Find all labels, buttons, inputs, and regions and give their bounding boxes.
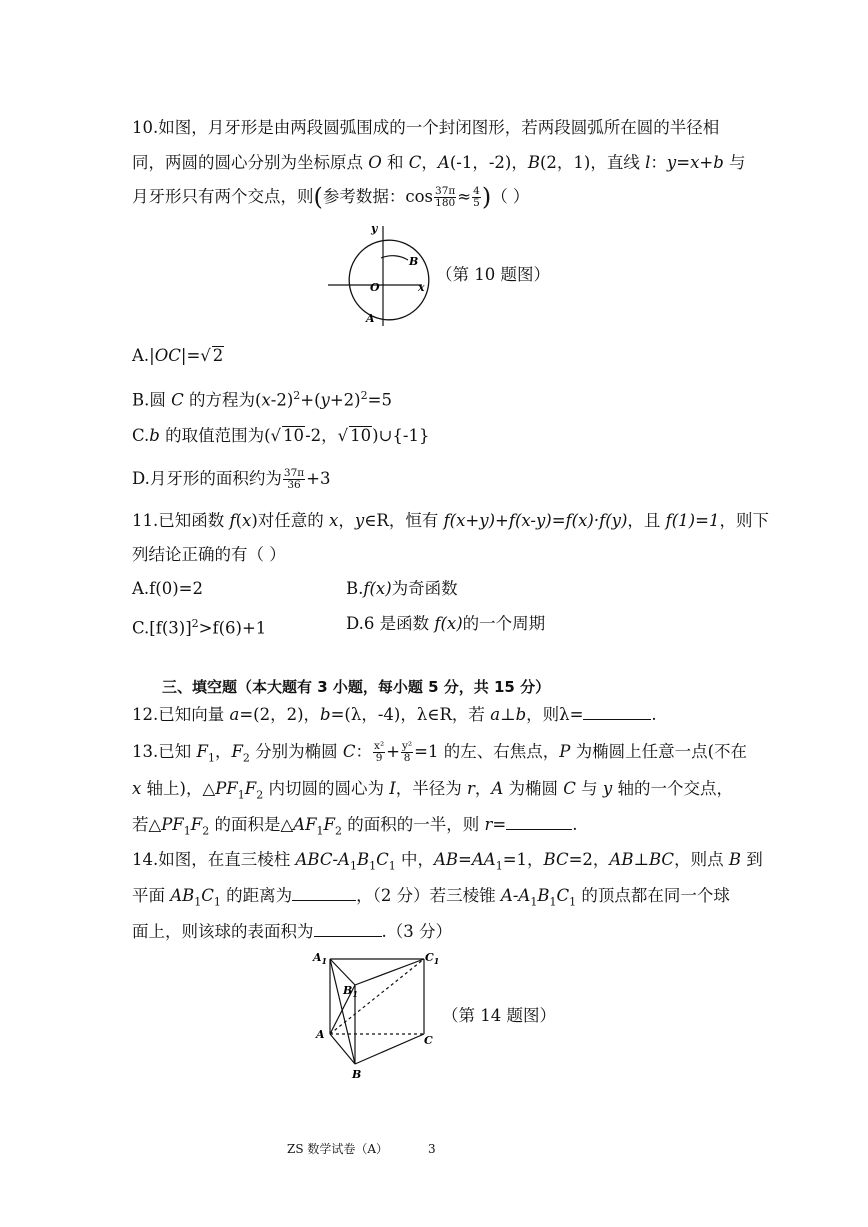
q10-colon: ： [650, 153, 667, 172]
q12-answer-blank[interactable] [583, 703, 651, 720]
q13-l1-f: 为椭圆上任意一点(不在 [570, 742, 748, 761]
q10-option-c [132, 425, 430, 447]
q13-F2: F [231, 742, 243, 761]
q13-f2-num: y² [402, 740, 413, 752]
q10-ref-val-frac [472, 186, 481, 209]
q14-pyr-sub2: 1 [549, 895, 557, 909]
q12-post: ，则λ= [526, 705, 584, 724]
q13-frac1 [373, 741, 385, 764]
q14-label-A1-sub: 1 [321, 956, 328, 966]
q12-pre: 12.已知向量 [132, 705, 230, 724]
q14-l2-b: 的距离为 [220, 886, 293, 905]
q13-l3-F2: F [323, 815, 335, 834]
q10-optB-m1: -2) [270, 390, 294, 410]
q10-optC-mid: 的取值范围为( [159, 426, 271, 445]
q10-fig-A: A [366, 312, 375, 325]
q13-sub2: 2 [242, 751, 250, 765]
q13-l3-sub2: 2 [202, 824, 210, 838]
q11-text-2: 列结论正确的有（ ） [132, 545, 286, 564]
q13-l2-C: C [563, 779, 576, 798]
q11-expr: f(x+y)+f(x-y)=f(x)·f(y) [443, 511, 628, 530]
q11-optC-end: >f(6)+1 [198, 618, 267, 638]
q11-optD-a: D.6 是函数 [346, 614, 435, 633]
q10-optC-b: b [149, 426, 160, 445]
q10-eq-plus: + [699, 153, 714, 172]
q10-optB-pre: B.圆 [132, 390, 172, 410]
q10-ref-den: 180 [435, 197, 456, 209]
q13-l2-y: y [602, 779, 613, 798]
q14-l1-a: 14.如图，在直三棱柱 [132, 850, 296, 869]
q12-line [132, 703, 657, 726]
q10-B: B [527, 153, 540, 172]
q13-l3-sub1: 1 [183, 824, 191, 838]
q10-ref-frac [434, 186, 456, 209]
q14-label-B1-main: B [343, 984, 353, 997]
q13-l1-d: ： [355, 742, 373, 761]
q14-plane-C: C [201, 886, 214, 905]
q10-text-2a: 同，两圆的圆心分别为坐标原点 [132, 153, 369, 172]
q14-eq1: = [458, 850, 472, 869]
q14-l1-e: ，则点 [674, 850, 729, 869]
q10-optA-post: |= [180, 346, 201, 365]
q13-l2-A: A [491, 779, 504, 798]
q13-l3-r: r [484, 815, 493, 834]
q12-a2: a [490, 705, 501, 724]
q11-text-1e: ，且 [627, 511, 666, 530]
q10-text-1: 10.如图，月牙形是由两段圆弧围成的一个封闭图形，若两段圆弧所在圆的半径相 [132, 118, 720, 137]
q14-pyr: A-A [500, 886, 531, 905]
q10-optB-sq1: 2 [293, 389, 301, 402]
q12-b: b [320, 705, 331, 724]
q10-optB-end: =5 [367, 390, 392, 410]
q10-arc-right [381, 256, 408, 260]
q13-l3-PF: PF [161, 815, 184, 834]
q10-optB-m2: +( [300, 390, 321, 410]
q10-optA-sqrt-sign: √ [200, 346, 211, 365]
q10-approx: ≈ [457, 187, 472, 206]
q14-label-A: A [316, 1028, 325, 1041]
q13-l2-c: ，半径为 [395, 779, 467, 798]
q11-option-d [346, 613, 545, 635]
q14-pyr-sub1: 1 [530, 895, 538, 909]
q14-AB: AB [433, 850, 459, 869]
q13-l3-c: 的面积的一半，则 [341, 815, 485, 834]
q14-l2-d: 的顶点都在同一个球 [576, 886, 730, 905]
q10-A-coord: (-1，-2)， [449, 153, 528, 172]
q10-and: 和 [381, 153, 409, 172]
q13-plus: + [386, 742, 400, 761]
q10-line-2 [132, 152, 746, 174]
q14-edge-A1B1 [330, 959, 355, 985]
q11-text-1f: ，则下 [719, 511, 769, 530]
q14-prism-B: B [356, 850, 370, 869]
q13-f2-den: 8 [403, 752, 411, 764]
q14-plane-sub1: 1 [194, 895, 202, 909]
q13-l3-d: = [492, 815, 507, 834]
q13-line-2 [132, 778, 733, 806]
q14-BC: BC [543, 850, 569, 869]
q13-C: C [342, 742, 356, 761]
q10-text-2end: 与 [723, 153, 746, 172]
q12-b-val: =(λ，-4)，λ∈R，若 [330, 705, 491, 724]
q13-l2-f: 与 [575, 779, 603, 798]
q13-l3-sub2b: 2 [334, 824, 342, 838]
q10-optD-den: 36 [287, 479, 301, 491]
q14-prism-sub3: 1 [388, 859, 396, 873]
q10-optC-sqrt2-sign: √ [337, 426, 349, 445]
q13-line-3 [132, 813, 577, 842]
q10-O: O [368, 153, 382, 172]
q11-option-a [132, 578, 203, 600]
q14-BC2: BC [649, 850, 675, 869]
q10-eq-b: b [713, 153, 724, 172]
q10-optD-end: +3 [306, 469, 331, 488]
q14-l3-b: .（3 分） [381, 922, 452, 941]
q14-l1-d: =2， [568, 850, 610, 869]
q13-l1-c: 分别为椭圆 [249, 742, 343, 761]
q10-B-coord: (2，1)，直线 [540, 153, 646, 172]
q14-edge-BC [355, 1034, 424, 1064]
q14-edge-B1C1 [355, 959, 424, 985]
q10-option-a [132, 345, 224, 367]
q13-l2-r: r [466, 779, 475, 798]
q13-l1-a: 13.已知 [132, 742, 197, 761]
q14-l2-a: 平面 [132, 886, 171, 905]
q10-eq-mid: = [676, 153, 691, 172]
q13-P: P [559, 742, 571, 761]
q10-eq-y: y [666, 153, 677, 172]
q14-label-C1 [425, 951, 439, 966]
q10-fig-B: B [409, 255, 419, 268]
q11-optA: A.f(0)=2 [132, 579, 203, 598]
q10-text-3a: 月牙形只有两个交点，则 [132, 187, 314, 206]
q10-big-paren-open: ( [313, 183, 323, 211]
q14-AA1-sub: 1 [495, 859, 503, 873]
q13-l2-d: ， [474, 779, 492, 798]
q13-l2-x: x [132, 779, 142, 798]
footer-page: 3 [428, 1142, 436, 1156]
q11-optD-f: f(x) [434, 614, 463, 633]
q10-line-1 [132, 117, 719, 139]
q10-optC-m2: -2， [305, 426, 338, 445]
q11-text-1b: 对任意的 [257, 511, 330, 530]
q10-arc-outer [349, 240, 406, 316]
q13-f1-num: x² [374, 740, 385, 752]
q10-l: l [645, 153, 651, 172]
q10-option-b [132, 385, 392, 412]
q13-l2-I: I [389, 779, 396, 798]
q10-optB-x: x [261, 390, 271, 410]
q14-l1-b: 中， [395, 850, 434, 869]
q11-x2: x [329, 511, 339, 530]
q14-perp: ⊥ [633, 850, 649, 869]
q13-l1-b: ， [214, 742, 232, 761]
q13-line-1 [132, 741, 747, 769]
q10-optB-C: C [171, 390, 184, 410]
q10-optC-r2: 10 [350, 426, 372, 445]
q10-ref-val-den: 5 [473, 197, 480, 209]
q10-option-d [132, 468, 330, 491]
q13-l1-e: =1 的左、右焦点， [414, 742, 560, 761]
q10-optD-frac [283, 468, 305, 491]
q11-line-2 [132, 544, 286, 566]
q14-prism-sub2: 1 [369, 859, 377, 873]
q11-optB-a: B. [346, 579, 364, 598]
q11-text-1d: ∈R，恒有 [364, 511, 444, 530]
q14-label-C: C [424, 1034, 433, 1047]
q13-l3-AF: AF [293, 815, 317, 834]
q13-l2-PF: PF [215, 779, 238, 798]
q10-caption-text: （第 10 题图） [436, 265, 550, 284]
q10-figure-caption [436, 264, 550, 286]
q11-option-c [132, 613, 266, 640]
q11-x: x [242, 511, 252, 530]
q14-l1-f: 到 [740, 850, 763, 869]
q11-optC-sup: 2 [191, 617, 199, 630]
q13-l3-end: . [572, 815, 578, 834]
q13-l3-a: 若△ [132, 815, 162, 834]
q14-pyr-B: B [537, 886, 550, 905]
q12-a: a [229, 705, 240, 724]
q13-l2-g: 轴的一个交点， [612, 779, 733, 798]
q10-eq-x: x [690, 153, 700, 172]
q14-pyr-C: C [556, 886, 570, 905]
q13-l2-b: 内切圆的圆心为 [263, 779, 390, 798]
q11-optD-b: 的一个周期 [462, 614, 546, 633]
q11-optC: C.[f(3)] [132, 618, 192, 638]
q13-l3-b: 的面积是△ [209, 815, 294, 834]
q14-line-3 [132, 920, 452, 943]
q10-optA-pre: A.| [132, 346, 155, 365]
q10-optB-y: y [320, 390, 330, 410]
q10-optC-sqrt1-sign: √ [270, 426, 282, 445]
q14-prism: ABC-A [295, 850, 350, 869]
q11-text-1a: 11.已知函数 [132, 511, 230, 530]
q10-optD-num: 37π [283, 467, 305, 479]
q10-optD-pre: D.月牙形的面积约为 [132, 469, 282, 488]
q14-line-1 [132, 849, 763, 877]
q11-line-1: 11.已知函数 f(x)对任意的 x，y∈R，恒有 f(x+y)+f(x-y)=f(x)·f(y)，且 f(1)=1，则下 [132, 511, 769, 530]
footer [287, 1138, 388, 1160]
q13-F1: F [196, 742, 208, 761]
q10-ref-val-num: 4 [473, 185, 480, 197]
q14-answer-blank-1[interactable] [292, 884, 356, 901]
q11-f1: f(1)=1 [665, 511, 720, 530]
q14-label-B1-sub: 1 [352, 989, 358, 999]
q14-figure [308, 948, 448, 1084]
q14-plane: AB [170, 886, 195, 905]
q12-perp: ⊥ [500, 705, 516, 724]
q13-l2-sub2: 2 [256, 788, 264, 802]
q13-l3-sub1b: 1 [316, 824, 324, 838]
q14-label-C1-main: C [425, 951, 434, 964]
q10-optB-mid: 的方程为( [183, 390, 262, 410]
q11-option-b [346, 578, 458, 600]
q11-optB-f: f(x) [363, 579, 392, 598]
q10-fig-O: O [370, 281, 380, 294]
q14-l2-c: ，（2 分）若三棱锥 [356, 886, 501, 905]
q14-label-C1-sub: 1 [433, 956, 440, 966]
q13-l2-e: 为椭圆 [503, 779, 564, 798]
q10-line-3 [132, 183, 530, 211]
footer-page-number [428, 1138, 436, 1160]
q10-optC-r1: 10 [283, 426, 305, 445]
q12-b2: b [515, 705, 527, 724]
q12-a-val: =(2，2)， [239, 705, 321, 724]
q10-fig-x: x [418, 281, 425, 294]
q14-Bpt: B [728, 850, 741, 869]
q14-line-2 [132, 884, 730, 913]
q10-figure [320, 220, 430, 330]
q14-l1-c: =1， [502, 850, 544, 869]
q13-l2-a: 轴上)，△ [141, 779, 216, 798]
q14-label-A1 [312, 951, 327, 966]
q10-answer-paren: （ ） [491, 187, 530, 206]
q10-optA-OC: OC [154, 346, 181, 365]
q14-pyr-sub3: 1 [569, 895, 577, 909]
q13-answer-blank[interactable] [506, 813, 572, 830]
q11-optB-b: 为奇函数 [391, 579, 458, 598]
q14-l3-a: 面上，则该球的表面积为 [132, 922, 314, 941]
q14-answer-blank-2[interactable] [314, 920, 382, 937]
q11-text-1c: ， [338, 511, 355, 530]
q13-f1-den: 9 [375, 752, 383, 764]
q12-end: . [651, 705, 657, 724]
q14-label-A1-main: A [313, 951, 322, 964]
q10-optC-end: )∪{-1} [372, 426, 430, 445]
q13-l3-F: F [190, 815, 203, 834]
q13-l2-sub1: 1 [237, 788, 245, 802]
q14-figure-caption [442, 1005, 556, 1027]
q10-fig-y: y [371, 222, 378, 235]
q14-plane-sub2: 1 [213, 895, 221, 909]
q14-label-B: B [352, 1068, 362, 1081]
q14-prism-sub1: 1 [349, 859, 357, 873]
section-3-text: 三、填空题（本大题有 3 小题，每小题 5 分，共 15 分） [162, 678, 551, 696]
q10-sep1: ， [421, 153, 438, 172]
q14-AB2: AB [609, 850, 634, 869]
q10-ref-label: 参考数据：cos [322, 187, 434, 206]
q14-prism-C: C [376, 850, 389, 869]
q10-optB-m3: +2) [329, 390, 361, 410]
q11-f: f [229, 511, 236, 530]
q10-ref-num: 37π [435, 185, 456, 197]
q10-optB-sq2: 2 [360, 389, 368, 402]
q10-big-paren-close: ) [481, 183, 492, 211]
q13-frac2 [401, 741, 413, 764]
q10-C: C [408, 153, 422, 172]
section-3-heading [162, 676, 550, 698]
q13-l2-F: F [244, 779, 257, 798]
q11-y: y [354, 511, 365, 530]
q13-sub1: 1 [207, 751, 215, 765]
footer-title: ZS 数学试卷（A） [287, 1142, 389, 1156]
q10-A: A [437, 153, 450, 172]
q10-optC-pre: C. [132, 426, 150, 445]
q14-caption-text: （第 14 题图） [442, 1006, 556, 1025]
q14-AA1: AA [471, 850, 496, 869]
q10-optA-val: 2 [212, 346, 224, 365]
